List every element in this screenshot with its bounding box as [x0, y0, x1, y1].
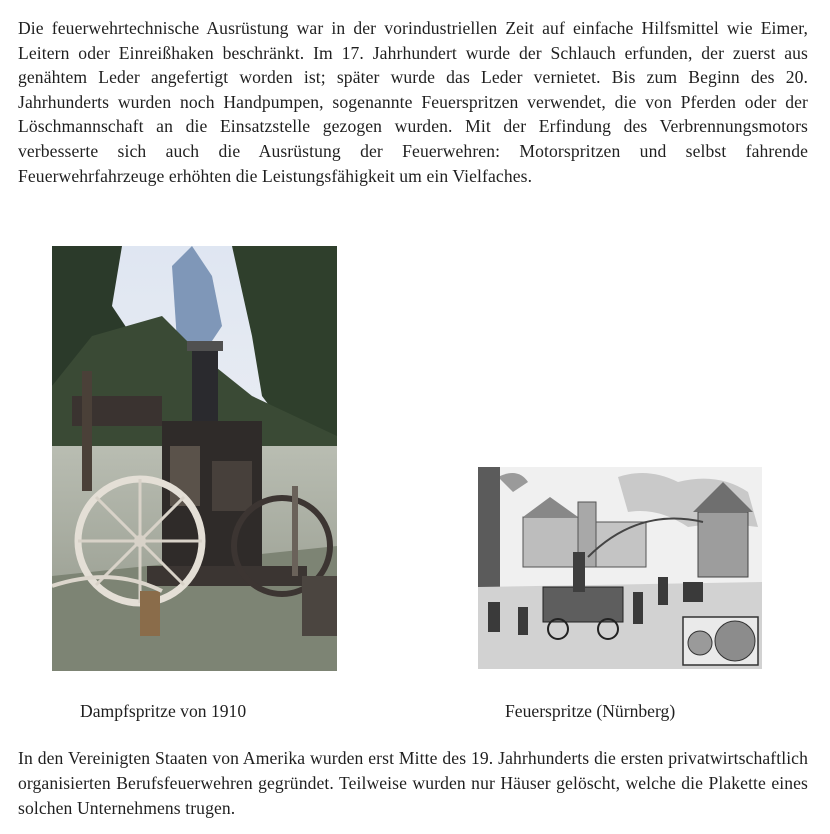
caption-nuremberg-fire-pump: Feuerspritze (Nürnberg) — [505, 701, 676, 721]
photo-steam-fire-engine — [52, 246, 337, 671]
steam-engine-illustration — [52, 246, 337, 671]
paragraph-bottom: In den Vereinigten Staaten von Amerika wurden erst Mitte des 19. Jahrhunderts die ersten privatwirtschaftlich organisierten Berufsfeuerwehren gegründet. Teilweise wurden nur Häuser gelöscht, welche die Plakette eines solchen Unternehmens trugen. — [18, 748, 808, 818]
nuremberg-engraving-illustration — [478, 467, 762, 669]
caption-steam-fire-engine: Dampfspritze von 1910 — [80, 701, 247, 721]
engraving-nuremberg-fire-pump — [478, 467, 762, 669]
paragraph-top: Die feuerwehrtechnische Ausrüstung war in der vorindustriellen Zeit auf einfache Hilfsmittel wie Eimer, Leitern oder Einreißhaken beschränkt. Im 17. Jahrhundert wurde der Schlauch erfunden, der zuerst aus genähtem Leder angefertigt worden ist; später wurde das Leder vernietet. Bis zum Beginn des 20. Jahrhunderts wurden noch Handpumpen, sogenannte Feuerspritzen verwendet, die von Pferden oder der Löschmannschaft an die Einsatzstelle gezogen wurden. Mit der Erfindung des Verbrennungsmotors verbesserte sich auch die Ausrüstung der Feuerwehren: Motorspritzen und selbst fahrende Feuerwehrfahrzeuge erhöhten die Leistungsfähigkeit um ein Vielfaches. — [18, 18, 808, 186]
